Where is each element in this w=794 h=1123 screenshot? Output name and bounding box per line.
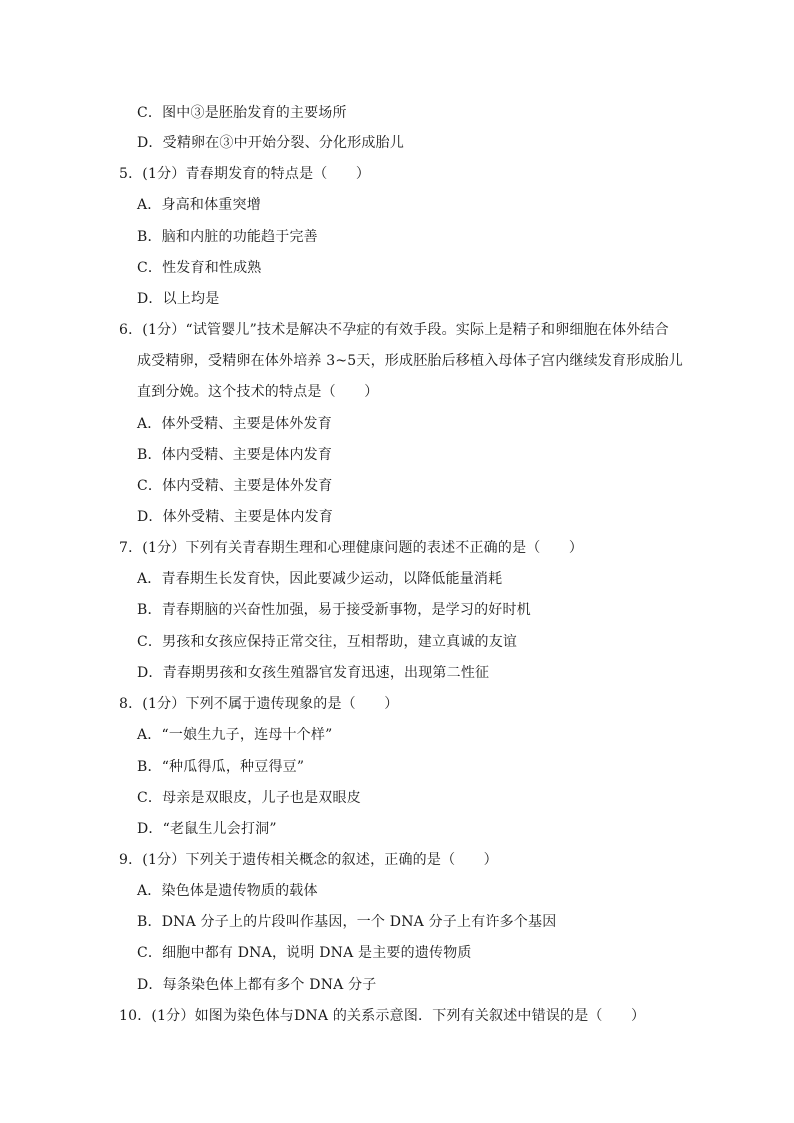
q5-option-c: C．性发育和性成熟 (137, 260, 262, 276)
q7-stem: 7．(1分）下列有关青春期生理和心理健康问题的表述不正确的是（ ） (119, 540, 584, 556)
q8-option-d: D．“老鼠生儿会打洞” (137, 821, 277, 837)
q9-option-d: D．每条染色体上都有多个 DNA 分子 (137, 977, 377, 993)
q4-option-d: D．受精卵在③中开始分裂、分化形成胎儿 (137, 135, 405, 151)
q9-option-a: A．染色体是遗传物质的载体 (137, 883, 318, 899)
q6-option-a: A．体外受精、主要是体外发育 (137, 416, 332, 432)
q9-option-c: C．细胞中都有 DNA，说明 DNA 是主要的遗传物质 (137, 945, 472, 961)
q6-option-d: D．体外受精、主要是体内发育 (137, 509, 334, 525)
q7-option-c: C．男孩和女孩应保持正常交往，互相帮助，建立真诚的友谊 (137, 634, 518, 650)
q5-option-b: B．脑和内脏的功能趋于完善 (137, 229, 318, 245)
q4-option-c: C．图中③是胚胎发育的主要场所 (137, 105, 347, 121)
q7-option-a: A．青春期生长发育快，因此要减少运动，以降低能量消耗 (137, 571, 503, 587)
q5-option-a: A．身高和体重突增 (137, 197, 261, 213)
q6-stem-cont-1: 成受精卵，受精卵在体外培养 3~5天，形成胚胎后移植入母体子宫内继续发育形成胎儿 (137, 353, 683, 369)
q7-option-d: D．青春期男孩和女孩生殖器官发育迅速，出现第二性征 (137, 665, 490, 681)
q9-option-b: B．DNA 分子上的片段叫作基因，一个 DNA 分子上有许多个基因 (137, 914, 557, 930)
q6-stem-cont-2: 直到分娩。这个技术的特点是（ ） (137, 384, 379, 400)
q8-option-a: A．“一娘生九子，连母十个样” (137, 727, 333, 743)
q8-option-c: C．母亲是双眼皮，儿子也是双眼皮 (137, 790, 361, 806)
q6-option-b: B．体内受精、主要是体内发育 (137, 447, 333, 463)
q9-stem: 9．(1分）下列关于遗传相关概念的叙述，正确的是（ ） (119, 852, 498, 868)
q7-option-b: B．青春期脑的兴奋性加强，易于接受新事物，是学习的好时机 (137, 602, 531, 618)
q8-stem: 8．(1分）下列不属于遗传现象的是（ ） (119, 696, 399, 712)
q5-stem: 5．(1分）青春期发育的特点是（ ） (119, 166, 371, 182)
q5-option-d: D．以上均是 (137, 291, 220, 307)
q8-option-b: B．“种瓜得瓜，种豆得豆” (137, 759, 305, 775)
q10-stem: 10．(1分）如图为染色体与DNA 的关系示意图．下列有关叙述中错误的是（ ） (119, 1008, 646, 1024)
q6-stem: 6．(1分）“试管婴儿”技术是解决不孕症的有效手段。实际上是精子和卵细胞在体外结合 (119, 322, 669, 338)
q6-option-c: C．体内受精、主要是体外发育 (137, 478, 333, 494)
